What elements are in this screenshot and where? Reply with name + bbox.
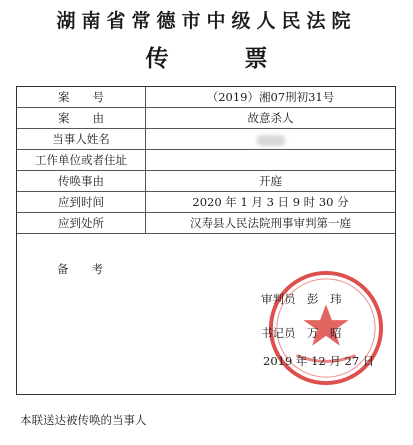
field-row-case-number <box>17 87 395 108</box>
field-label: 传唤事由 <box>17 171 146 192</box>
field-label: 案 号 <box>17 87 146 108</box>
field-value-redacted <box>146 129 396 150</box>
field-value: 故意杀人 <box>146 108 396 129</box>
summons-fields-table <box>17 87 395 234</box>
redacted-name <box>257 135 285 146</box>
judge-signature: 审判员 彭 玮 <box>261 292 342 306</box>
document-title: 传 票 <box>145 45 302 72</box>
field-label: 当事人姓名 <box>17 129 146 150</box>
field-value: 开庭 <box>146 171 396 192</box>
field-row-party-name <box>17 129 395 150</box>
field-value <box>146 150 396 171</box>
field-row-address <box>17 150 395 171</box>
remarks-label: 备 考 <box>57 262 103 276</box>
field-value: 2020 年 1 月 3 日 9 时 30 分 <box>146 192 396 213</box>
field-value: 汉寿县人民法院刑事审判第一庭 <box>146 213 396 234</box>
field-label: 案 由 <box>17 108 146 129</box>
field-row-summons-reason <box>17 171 395 192</box>
summons-form <box>16 86 396 395</box>
field-label: 应到时间 <box>17 192 146 213</box>
field-label: 应到处所 <box>17 213 146 234</box>
field-value: （2019）湘07刑初31号 <box>146 87 396 108</box>
field-label: 工作单位或者住址 <box>17 150 146 171</box>
issue-date: 2019 年 12 月 27 日 <box>263 354 375 368</box>
field-row-case-cause <box>17 108 395 129</box>
footer-note: 本联送达被传唤的当事人 <box>20 413 147 427</box>
clerk-signature: 书记员 万 昭 <box>261 326 342 340</box>
field-row-appearance-time <box>17 192 395 213</box>
court-name: 湖南省常德市中级人民法院 <box>56 10 357 32</box>
field-row-appearance-place <box>17 213 395 234</box>
